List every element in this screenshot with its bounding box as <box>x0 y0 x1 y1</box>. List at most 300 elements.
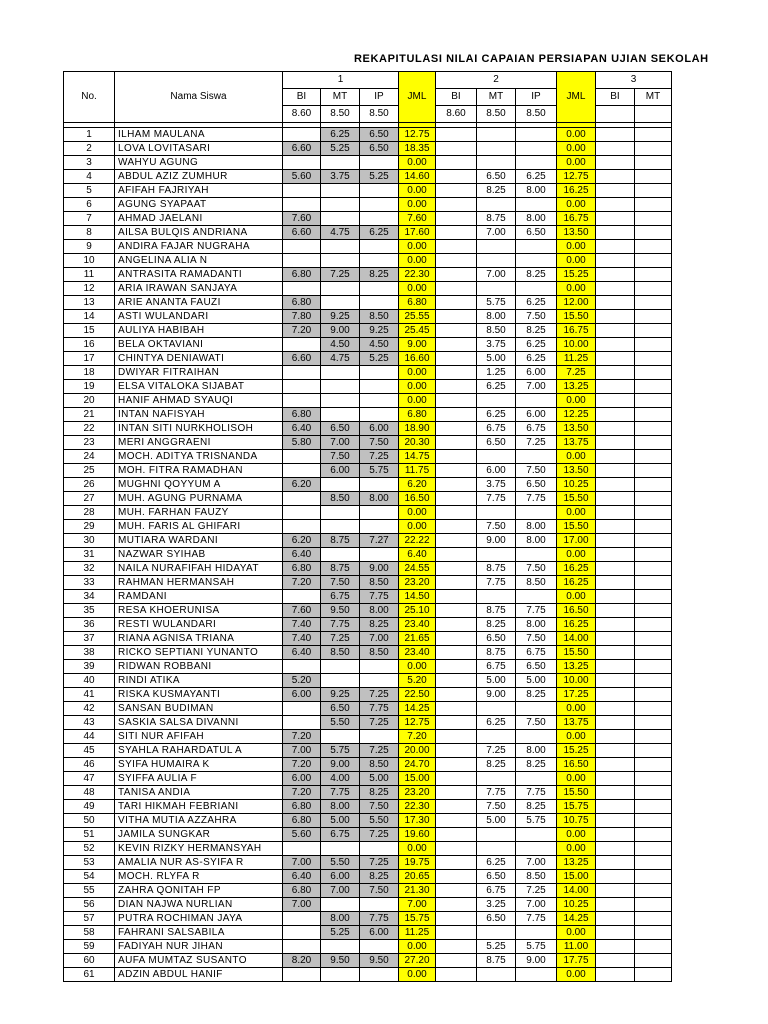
score-ip-2 <box>516 142 557 156</box>
table-row <box>64 212 672 226</box>
score-bi-2 <box>436 324 477 338</box>
score-bi-1: 7.20 <box>283 786 321 800</box>
table-row <box>64 576 672 590</box>
score-ip-2: 7.75 <box>516 492 557 506</box>
row-number: 20 <box>64 394 115 408</box>
jml-1-header: JML <box>399 72 436 123</box>
score-bi-1 <box>283 198 321 212</box>
jml-2: 15.25 <box>557 744 596 758</box>
score-ip-1 <box>360 212 399 226</box>
score-mt-2: 7.75 <box>477 492 516 506</box>
score-bi-2 <box>436 226 477 240</box>
jml-1: 0.00 <box>399 842 436 856</box>
table-row <box>64 254 672 268</box>
student-name: ELSA VITALOKA SIJABAT <box>115 380 283 394</box>
score-ip-1 <box>360 366 399 380</box>
score-bi-3 <box>596 226 635 240</box>
score-ip-2: 5.75 <box>516 814 557 828</box>
score-mt-3 <box>635 912 672 926</box>
row-number: 24 <box>64 450 115 464</box>
jml-2: 0.00 <box>557 282 596 296</box>
student-name: MUH. FARIS AL GHIFARI <box>115 520 283 534</box>
student-name: RIDWAN ROBBANI <box>115 660 283 674</box>
row-number: 46 <box>64 758 115 772</box>
jml-2: 10.25 <box>557 478 596 492</box>
score-ip-2: 7.75 <box>516 604 557 618</box>
jml-1: 5.20 <box>399 674 436 688</box>
score-mt-3 <box>635 926 672 940</box>
jml-2: 11.00 <box>557 940 596 954</box>
score-bi-2 <box>436 254 477 268</box>
student-name: MOCH. ADITYA TRISNANDA <box>115 450 283 464</box>
score-bi-2 <box>436 744 477 758</box>
score-ip-2: 9.00 <box>516 954 557 968</box>
score-bi-3 <box>596 254 635 268</box>
score-bi-3 <box>596 338 635 352</box>
jml-2: 7.25 <box>557 366 596 380</box>
score-mt-2: 9.00 <box>477 688 516 702</box>
score-mt-3 <box>635 226 672 240</box>
score-mt-2 <box>477 282 516 296</box>
row-number: 32 <box>64 562 115 576</box>
score-bi-1: 7.20 <box>283 758 321 772</box>
score-mt-1: 5.75 <box>321 744 360 758</box>
score-bi-1 <box>283 366 321 380</box>
score-ip-2 <box>516 506 557 520</box>
student-name: INTAN SITI NURKHOLISOH <box>115 422 283 436</box>
score-bi-3 <box>596 422 635 436</box>
score-bi-1: 6.80 <box>283 296 321 310</box>
jml-2: 16.25 <box>557 562 596 576</box>
row-number: 36 <box>64 618 115 632</box>
score-mt-3 <box>635 394 672 408</box>
table-row <box>64 814 672 828</box>
score-ip-2: 7.50 <box>516 716 557 730</box>
score-ip-2: 7.25 <box>516 884 557 898</box>
score-ip-1: 7.27 <box>360 534 399 548</box>
score-ip-1: 5.00 <box>360 772 399 786</box>
jml-1: 0.00 <box>399 184 436 198</box>
score-bi-1 <box>283 842 321 856</box>
score-mt-1: 8.00 <box>321 912 360 926</box>
score-bi-2 <box>436 198 477 212</box>
score-ip-1: 7.25 <box>360 716 399 730</box>
score-mt-3 <box>635 548 672 562</box>
table-row <box>64 870 672 884</box>
score-bi-3 <box>596 898 635 912</box>
table-row <box>64 702 672 716</box>
jml-1: 16.60 <box>399 352 436 366</box>
score-bi-1 <box>283 156 321 170</box>
table-row <box>64 282 672 296</box>
table-row <box>64 156 672 170</box>
jml-2: 0.00 <box>557 254 596 268</box>
score-mt-1: 6.75 <box>321 590 360 604</box>
score-mt-2: 6.25 <box>477 380 516 394</box>
jml-2: 17.25 <box>557 688 596 702</box>
target-bi-3 <box>596 106 635 123</box>
jml-1: 23.20 <box>399 786 436 800</box>
student-name: ARIE ANANTA FAUZI <box>115 296 283 310</box>
score-ip-1: 7.00 <box>360 632 399 646</box>
table-row <box>64 646 672 660</box>
score-mt-2: 8.50 <box>477 324 516 338</box>
score-ip-2 <box>516 772 557 786</box>
score-ip-1 <box>360 184 399 198</box>
score-mt-2: 7.75 <box>477 576 516 590</box>
score-mt-3 <box>635 660 672 674</box>
score-mt-1: 5.25 <box>321 926 360 940</box>
jml-2: 15.00 <box>557 870 596 884</box>
score-mt-3 <box>635 940 672 954</box>
student-name: TANISA ANDIA <box>115 786 283 800</box>
score-ip-2: 6.50 <box>516 660 557 674</box>
score-mt-2: 6.00 <box>477 464 516 478</box>
score-ip-2: 8.25 <box>516 688 557 702</box>
score-bi-1: 7.20 <box>283 730 321 744</box>
score-mt-2 <box>477 450 516 464</box>
score-ip-2: 7.00 <box>516 856 557 870</box>
row-number: 12 <box>64 282 115 296</box>
score-mt-3 <box>635 478 672 492</box>
score-ip-1: 7.25 <box>360 450 399 464</box>
table-row <box>64 674 672 688</box>
score-mt-3 <box>635 128 672 142</box>
score-mt-3 <box>635 898 672 912</box>
score-ip-1 <box>360 478 399 492</box>
score-bi-2 <box>436 884 477 898</box>
jml-1: 18.90 <box>399 422 436 436</box>
score-bi-1: 7.00 <box>283 744 321 758</box>
row-number: 16 <box>64 338 115 352</box>
score-bi-3 <box>596 940 635 954</box>
table-row <box>64 968 672 982</box>
score-ip-2 <box>516 450 557 464</box>
sub-mt-3: MT <box>635 89 672 106</box>
score-mt-3 <box>635 618 672 632</box>
score-mt-2 <box>477 142 516 156</box>
score-bi-2 <box>436 772 477 786</box>
score-mt-3 <box>635 520 672 534</box>
row-number: 34 <box>64 590 115 604</box>
score-mt-2: 8.75 <box>477 562 516 576</box>
score-ip-1: 8.25 <box>360 870 399 884</box>
row-number: 23 <box>64 436 115 450</box>
score-ip-2 <box>516 548 557 562</box>
score-bi-3 <box>596 492 635 506</box>
table-row <box>64 520 672 534</box>
score-ip-2: 8.00 <box>516 520 557 534</box>
score-mt-2: 9.00 <box>477 534 516 548</box>
jml-2: 16.75 <box>557 324 596 338</box>
table-row <box>64 744 672 758</box>
score-bi-1: 6.80 <box>283 814 321 828</box>
jml-1: 21.30 <box>399 884 436 898</box>
jml-1: 6.80 <box>399 296 436 310</box>
score-mt-2 <box>477 240 516 254</box>
score-bi-3 <box>596 282 635 296</box>
student-name: MUH. FARHAN FAUZY <box>115 506 283 520</box>
score-ip-1: 5.25 <box>360 352 399 366</box>
score-bi-1 <box>283 926 321 940</box>
score-mt-1: 6.00 <box>321 870 360 884</box>
score-mt-1: 4.75 <box>321 226 360 240</box>
student-name: RESTI WULANDARI <box>115 618 283 632</box>
score-mt-1 <box>321 156 360 170</box>
score-mt-3 <box>635 814 672 828</box>
row-number: 11 <box>64 268 115 282</box>
score-mt-1: 4.75 <box>321 352 360 366</box>
score-mt-3 <box>635 324 672 338</box>
score-mt-1: 7.75 <box>321 618 360 632</box>
row-number: 43 <box>64 716 115 730</box>
table-row <box>64 688 672 702</box>
jml-1: 21.65 <box>399 632 436 646</box>
score-mt-1: 6.00 <box>321 464 360 478</box>
score-mt-1 <box>321 380 360 394</box>
table-row <box>64 380 672 394</box>
score-ip-2: 7.75 <box>516 912 557 926</box>
score-bi-1 <box>283 380 321 394</box>
table-row <box>64 492 672 506</box>
row-number: 57 <box>64 912 115 926</box>
score-ip-1: 7.75 <box>360 912 399 926</box>
score-bi-2 <box>436 380 477 394</box>
jml-1: 0.00 <box>399 968 436 982</box>
score-bi-3 <box>596 884 635 898</box>
score-ip-2 <box>516 828 557 842</box>
score-ip-2: 6.25 <box>516 338 557 352</box>
score-mt-3 <box>635 674 672 688</box>
student-name: SYIFA HUMAIRA K <box>115 758 283 772</box>
score-mt-3 <box>635 646 672 660</box>
score-bi-3 <box>596 450 635 464</box>
table-row <box>64 534 672 548</box>
score-mt-1: 5.25 <box>321 142 360 156</box>
score-bi-3 <box>596 632 635 646</box>
score-mt-1: 7.50 <box>321 576 360 590</box>
table-row <box>64 786 672 800</box>
jml-1: 16.50 <box>399 492 436 506</box>
group-2-header: 2 <box>436 72 557 89</box>
jml-1: 15.75 <box>399 912 436 926</box>
table-row <box>64 884 672 898</box>
score-bi-1 <box>283 702 321 716</box>
jml-1: 14.75 <box>399 450 436 464</box>
score-mt-1: 6.50 <box>321 702 360 716</box>
score-bi-3 <box>596 198 635 212</box>
score-mt-2 <box>477 968 516 982</box>
student-name: ILHAM MAULANA <box>115 128 283 142</box>
score-ip-2: 8.25 <box>516 758 557 772</box>
score-mt-2: 6.50 <box>477 912 516 926</box>
score-ip-1: 6.00 <box>360 422 399 436</box>
student-name: KEVIN RIZKY HERMANSYAH <box>115 842 283 856</box>
score-ip-2: 7.00 <box>516 380 557 394</box>
score-bi-3 <box>596 310 635 324</box>
score-mt-1: 8.75 <box>321 562 360 576</box>
row-number: 56 <box>64 898 115 912</box>
jml-1: 14.25 <box>399 702 436 716</box>
score-ip-2 <box>516 590 557 604</box>
score-bi-3 <box>596 576 635 590</box>
score-mt-3 <box>635 338 672 352</box>
row-number: 42 <box>64 702 115 716</box>
score-mt-2 <box>477 926 516 940</box>
score-bi-1: 6.80 <box>283 800 321 814</box>
score-ip-1: 9.25 <box>360 324 399 338</box>
score-bi-2 <box>436 786 477 800</box>
score-bi-2 <box>436 478 477 492</box>
jml-1: 22.30 <box>399 800 436 814</box>
jml-1: 25.45 <box>399 324 436 338</box>
score-mt-2: 6.75 <box>477 884 516 898</box>
student-name: RICKO SEPTIANI YUNANTO <box>115 646 283 660</box>
jml-1: 7.00 <box>399 898 436 912</box>
row-number: 6 <box>64 198 115 212</box>
jml-2: 16.75 <box>557 212 596 226</box>
score-bi-3 <box>596 618 635 632</box>
score-mt-2: 7.50 <box>477 800 516 814</box>
jml-2: 0.00 <box>557 128 596 142</box>
row-number: 45 <box>64 744 115 758</box>
row-number: 44 <box>64 730 115 744</box>
score-ip-1: 7.75 <box>360 702 399 716</box>
sub-bi-2: BI <box>436 89 477 106</box>
student-name: AGUNG SYAPAAT <box>115 198 283 212</box>
jml-1: 14.60 <box>399 170 436 184</box>
score-ip-1: 7.50 <box>360 800 399 814</box>
jml-1: 12.75 <box>399 716 436 730</box>
jml-1: 17.60 <box>399 226 436 240</box>
score-ip-2 <box>516 394 557 408</box>
score-bi-3 <box>596 142 635 156</box>
score-mt-1: 7.00 <box>321 436 360 450</box>
score-mt-1 <box>321 674 360 688</box>
jml-2: 0.00 <box>557 156 596 170</box>
jml-2: 0.00 <box>557 828 596 842</box>
score-ip-2: 6.00 <box>516 366 557 380</box>
score-mt-3 <box>635 156 672 170</box>
student-name: AFIFAH FAJRIYAH <box>115 184 283 198</box>
score-mt-3 <box>635 730 672 744</box>
score-bi-1: 6.40 <box>283 422 321 436</box>
score-bi-1: 7.40 <box>283 632 321 646</box>
score-bi-1 <box>283 660 321 674</box>
score-ip-1 <box>360 660 399 674</box>
score-mt-3 <box>635 254 672 268</box>
score-mt-3 <box>635 170 672 184</box>
student-name: FAHRANI SALSABILA <box>115 926 283 940</box>
score-mt-2: 8.00 <box>477 310 516 324</box>
score-ip-1: 8.25 <box>360 618 399 632</box>
jml-2: 0.00 <box>557 198 596 212</box>
student-name: AULIYA HABIBAH <box>115 324 283 338</box>
score-ip-1 <box>360 394 399 408</box>
row-number: 30 <box>64 534 115 548</box>
jml-1: 11.75 <box>399 464 436 478</box>
score-bi-3 <box>596 870 635 884</box>
jml-2: 0.00 <box>557 842 596 856</box>
jml-2: 16.25 <box>557 184 596 198</box>
score-mt-2: 5.75 <box>477 296 516 310</box>
score-mt-2: 6.50 <box>477 870 516 884</box>
jml-1: 17.30 <box>399 814 436 828</box>
score-bi-2 <box>436 212 477 226</box>
score-bi-1: 6.60 <box>283 352 321 366</box>
score-bi-2 <box>436 142 477 156</box>
row-number: 31 <box>64 548 115 562</box>
score-bi-2 <box>436 730 477 744</box>
score-ip-2: 8.00 <box>516 534 557 548</box>
score-mt-2: 6.25 <box>477 856 516 870</box>
jml-2: 0.00 <box>557 926 596 940</box>
score-ip-1 <box>360 520 399 534</box>
jml-1: 0.00 <box>399 506 436 520</box>
score-ip-2 <box>516 128 557 142</box>
jml-1: 27.20 <box>399 954 436 968</box>
score-ip-1: 9.00 <box>360 562 399 576</box>
score-mt-1: 7.75 <box>321 786 360 800</box>
student-name: NAZWAR SYIHAB <box>115 548 283 562</box>
score-ip-2 <box>516 156 557 170</box>
jml-1: 22.30 <box>399 268 436 282</box>
score-bi-1 <box>283 912 321 926</box>
table-row <box>64 478 672 492</box>
score-mt-3 <box>635 184 672 198</box>
row-number: 14 <box>64 310 115 324</box>
score-ip-1 <box>360 940 399 954</box>
jml-1: 11.25 <box>399 926 436 940</box>
jml-1: 12.75 <box>399 128 436 142</box>
score-mt-1: 5.00 <box>321 814 360 828</box>
student-name: RAMDANI <box>115 590 283 604</box>
score-bi-1: 7.20 <box>283 324 321 338</box>
score-ip-2 <box>516 926 557 940</box>
score-bi-3 <box>596 506 635 520</box>
score-bi-1: 6.80 <box>283 884 321 898</box>
score-bi-1 <box>283 254 321 268</box>
jml-1: 7.20 <box>399 730 436 744</box>
table-row <box>64 926 672 940</box>
student-name: RINDI ATIKA <box>115 674 283 688</box>
score-ip-2 <box>516 842 557 856</box>
score-bi-3 <box>596 772 635 786</box>
score-mt-2 <box>477 156 516 170</box>
score-bi-3 <box>596 702 635 716</box>
table-row <box>64 128 672 142</box>
student-name: TARI HIKMAH FEBRIANI <box>115 800 283 814</box>
jml-1: 0.00 <box>399 660 436 674</box>
score-bi-3 <box>596 926 635 940</box>
row-number: 55 <box>64 884 115 898</box>
jml-2: 0.00 <box>557 450 596 464</box>
jml-1: 0.00 <box>399 940 436 954</box>
score-ip-1: 6.50 <box>360 142 399 156</box>
table-row <box>64 422 672 436</box>
jml-2: 0.00 <box>557 968 596 982</box>
score-bi-1: 5.60 <box>283 170 321 184</box>
row-number: 39 <box>64 660 115 674</box>
score-mt-2 <box>477 702 516 716</box>
score-mt-2: 8.75 <box>477 604 516 618</box>
jml-1: 23.20 <box>399 576 436 590</box>
jml-1: 0.00 <box>399 394 436 408</box>
table-row <box>64 184 672 198</box>
score-mt-2: 5.00 <box>477 814 516 828</box>
score-mt-1: 9.50 <box>321 604 360 618</box>
score-mt-2 <box>477 828 516 842</box>
